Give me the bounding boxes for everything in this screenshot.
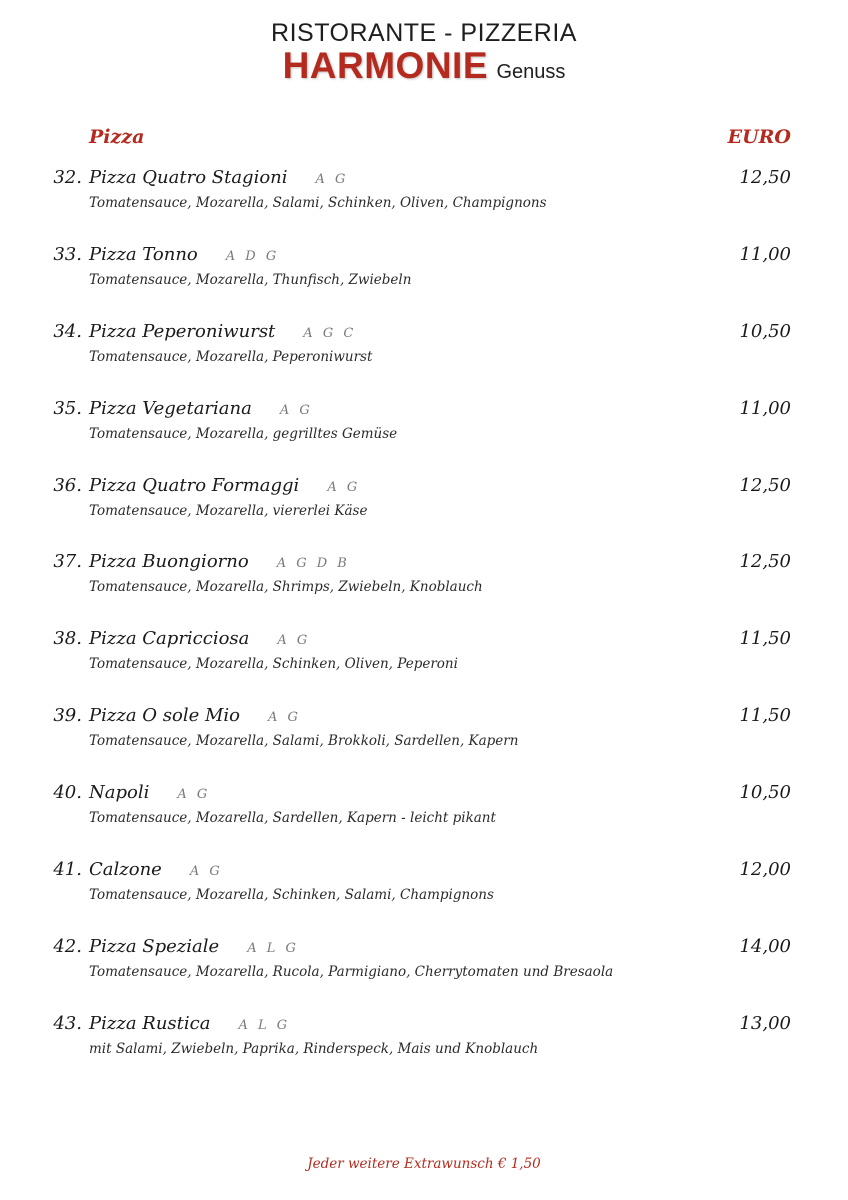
- item-number: 37.: [53, 551, 82, 573]
- menu-item: [0, 318, 848, 395]
- item-name-line: [89, 318, 356, 348]
- item-price: 12,00: [739, 859, 791, 881]
- item-price: 11,50: [739, 705, 791, 727]
- restaurant-subtitle: Genuss: [496, 61, 566, 83]
- item-name: Pizza Quatro Formaggi: [89, 474, 300, 496]
- item-allergens: A G: [277, 633, 311, 649]
- item-price: 12,50: [739, 167, 791, 188]
- item-allergens: A G: [279, 402, 313, 418]
- item-description: Tomatensauce, Mozarella, Thunfisch, Zwiebeln: [89, 271, 412, 288]
- item-description: Tomatensauce, Mozarella, Shrimps, Zwiebeln, Knoblauch: [89, 579, 483, 596]
- menu-item: [0, 933, 848, 1010]
- item-allergens: A D G: [225, 248, 280, 264]
- item-allergens: A G D B: [276, 556, 350, 572]
- menu-item: [0, 1010, 848, 1087]
- item-allergens: A G C: [303, 325, 357, 341]
- item-name-line: [89, 933, 299, 963]
- item-allergens: A G: [177, 787, 211, 803]
- item-name: Pizza Peperoniwurst: [89, 320, 276, 342]
- menu-item: [0, 856, 848, 933]
- item-price: 10,50: [739, 782, 791, 804]
- item-name: Pizza O sole Mio: [89, 705, 240, 727]
- item-number: 42.: [53, 935, 82, 957]
- item-number: 39.: [53, 705, 82, 727]
- restaurant-type: RISTORANTE - PIZZERIA: [271, 19, 577, 47]
- menu-item: [0, 625, 848, 702]
- category-heading: Pizza: [89, 126, 145, 148]
- restaurant-brand: HARMONIE: [282, 45, 489, 86]
- item-allergens: A G: [315, 172, 349, 187]
- item-name: Pizza Speziale: [89, 935, 220, 957]
- item-description: Tomatensauce, Mozarella, Schinken, Salami, Champignons: [89, 887, 494, 904]
- item-price: 14,00: [739, 935, 791, 957]
- item-name-line: [89, 548, 350, 578]
- item-name: Pizza Capricciosa: [89, 628, 250, 650]
- menu-item: [0, 241, 848, 318]
- item-price: 13,00: [739, 1012, 791, 1034]
- item-description: Tomatensauce, Mozarella, Salami, Brokkoli, Sardellen, Kapern: [89, 733, 519, 750]
- restaurant-header: [0, 18, 848, 94]
- item-name: Pizza Rustica: [89, 1012, 211, 1034]
- menu-item: [0, 472, 848, 549]
- item-name: Napoli: [89, 782, 150, 804]
- item-number: 32.: [53, 167, 82, 188]
- item-allergens: A G: [268, 710, 301, 726]
- item-number: 38.: [53, 628, 82, 650]
- item-allergens: A L G: [238, 1017, 291, 1033]
- menu-item: [0, 395, 848, 472]
- menu-item: [0, 548, 848, 625]
- item-description: Tomatensauce, Mozarella, Salami, Schinken, Oliven, Champignons: [89, 195, 547, 211]
- item-description: mit Salami, Zwiebeln, Paprika, Rinderspeck, Mais und Knoblauch: [89, 1040, 539, 1057]
- item-name-line: [89, 625, 310, 655]
- item-description: Tomatensauce, Mozarella, Rucola, Parmigiano, Cherrytomaten und Bresaola: [89, 963, 614, 980]
- item-number: 36.: [53, 474, 82, 496]
- item-allergens: A G: [189, 864, 223, 880]
- item-name: Calzone: [89, 859, 162, 881]
- item-number: 34.: [53, 320, 82, 342]
- item-allergens: A G: [327, 479, 361, 495]
- item-description: Tomatensauce, Mozarella, Sardellen, Kapern - leicht pikant: [89, 810, 496, 827]
- item-allergens: A L G: [247, 940, 299, 956]
- item-number: 43.: [53, 1012, 82, 1034]
- item-number: 40.: [53, 782, 82, 804]
- item-description: Tomatensauce, Mozarella, Schinken, Oliven, Peperoni: [89, 656, 458, 673]
- item-name-line: [89, 856, 223, 886]
- item-price: 11,00: [739, 397, 791, 419]
- menu-item: [0, 164, 848, 241]
- item-name-line: [89, 779, 210, 809]
- item-name-line: [89, 702, 301, 732]
- item-price: 12,50: [739, 551, 791, 573]
- item-name: Pizza Tonno: [89, 243, 198, 265]
- item-price: 12,50: [739, 474, 791, 496]
- item-description: Tomatensauce, Mozarella, Peperoniwurst: [89, 348, 373, 365]
- currency-heading: EURO: [727, 126, 791, 148]
- item-name-line: [89, 395, 313, 425]
- item-number: 35.: [53, 397, 82, 419]
- item-description: Tomatensauce, Mozarella, gegrilltes Gemüse: [89, 425, 398, 442]
- item-name: Pizza Buongiorno: [89, 551, 249, 573]
- item-name-line: [89, 241, 279, 271]
- menu-item-list: [0, 164, 848, 1087]
- item-price: 10,50: [739, 320, 791, 342]
- item-name-line: [89, 472, 360, 502]
- item-name-line: [89, 1010, 290, 1040]
- item-name: Pizza Vegetariana: [89, 397, 252, 419]
- item-description: Tomatensauce, Mozarella, viererlei Käse: [89, 502, 368, 519]
- item-name-line: [89, 164, 348, 194]
- menu-item: [0, 779, 848, 856]
- item-number: 33.: [53, 243, 82, 265]
- item-price: 11,00: [739, 243, 791, 265]
- item-name: Pizza Quatro Stagioni: [89, 167, 288, 188]
- restaurant-name-line: [0, 46, 848, 94]
- menu-item: [0, 702, 848, 779]
- item-number: 41.: [53, 859, 82, 881]
- item-price: 11,50: [739, 628, 791, 650]
- extra-note: Jeder weitere Extrawunsch € 1,50: [307, 1156, 541, 1172]
